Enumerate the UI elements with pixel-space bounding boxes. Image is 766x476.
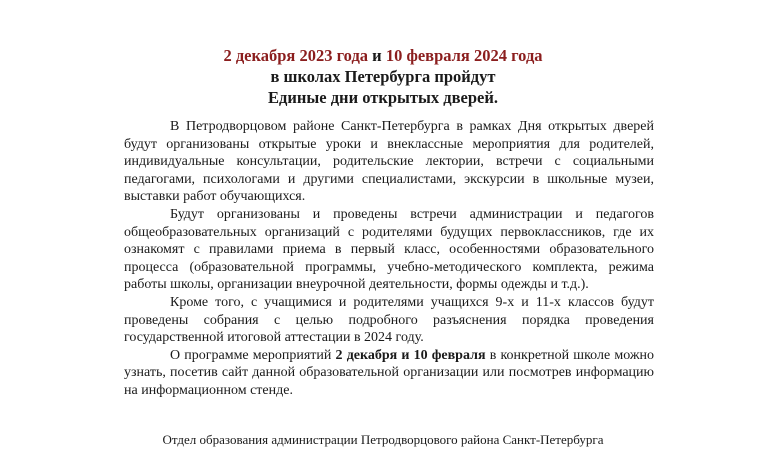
- title-event-line: Единые дни открытых дверей.: [268, 88, 498, 107]
- announcement-title: [0, 45, 766, 108]
- program-info-intro: О программе мероприятий: [170, 347, 332, 363]
- program-info-details: в конкретной школе можно узнать, посетив сайт данной образовательной организации или посмотрев информацию на информационном стенде.: [124, 347, 655, 398]
- title-conjunction: и: [372, 46, 382, 65]
- paragraph-graduation-meetings: Кроме того, с учащимися и родителями учащихся 9-х и 11-х классов будут проведены собрания с целью подробного разъяснения порядка проведения государственной итоговой аттестации в 2024 году.: [124, 294, 654, 346]
- title-subtitle-line: в школах Петербурга пройдут: [270, 67, 496, 86]
- paragraph-program-info: [124, 347, 654, 400]
- paragraph-first-grade-meetings: Будут организованы и проведены встречи администрации и педагогов общеобразовательных организаций с родителями будущих первоклассников, где их ознакомят с правилами приема в первый класс, особенностями образовательного процесса (образовательной программы, учебно-методического комплекта, режима работы школы, организации внеурочной деятельности, формы одежды и т.д.).: [124, 206, 654, 293]
- title-date-february: 10 февраля 2024 года: [385, 46, 543, 65]
- paragraph-open-lessons: В Петродворцовом районе Санкт-Петербурга в рамках Дня открытых дверей будут организованы открытые уроки и внеклассные мероприятия для родителей, индивидуальные консультации, родительские лектории, встречи с социальными педагогами, психологами и другими специалистами, экскурсии в школьные музеи, выставки работ обучающихся.: [124, 119, 654, 205]
- document-signature: Отдел образования администрации Петродворцового района Санкт-Петербурга: [162, 432, 604, 447]
- program-info-dates: 2 декабря и 10 февраля: [335, 347, 486, 363]
- document-body: [124, 118, 654, 400]
- title-dates-line: [0, 45, 766, 66]
- title-date-december: 2 декабря 2023 года: [223, 46, 369, 65]
